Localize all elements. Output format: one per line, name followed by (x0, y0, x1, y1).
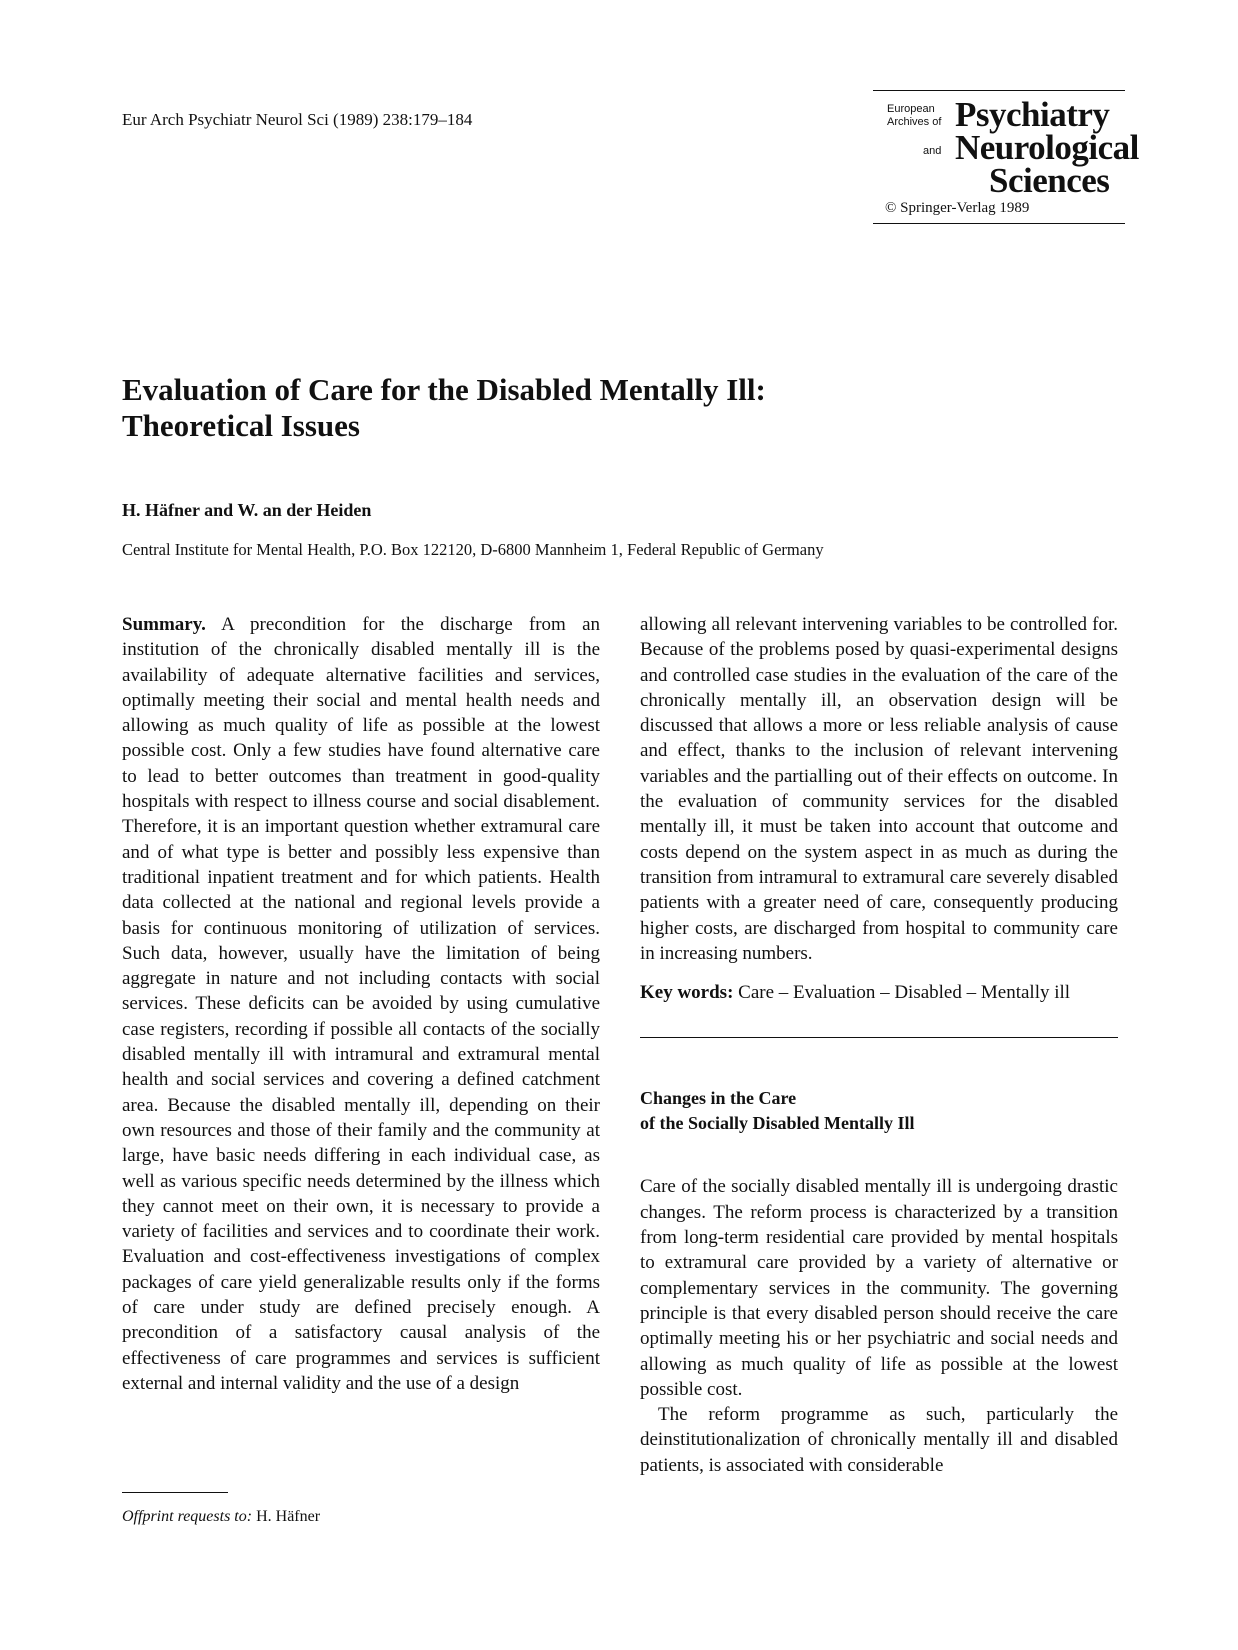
footnote (122, 1508, 320, 1526)
logo-sciences: Sciences (989, 161, 1110, 200)
masthead-top-rule (873, 90, 1125, 91)
left-column (122, 612, 600, 1396)
section-paragraph-1: Care of the socially disabled mentally ill is undergoing drastic changes. The reform process is characterized by a transition from long-term residential care provided by mental hospitals to extramural care provided by a variety of alternative or complementary services in the community. The governing principle is that every disabled person should receive the care optimally meeting his or her psychiatric and social needs and allowing as much quality of life as possible at the lowest possible cost. (640, 1176, 1118, 1400)
logo-neurological: Neurological (955, 128, 1139, 167)
logo-european: European (887, 103, 935, 115)
logo-archives-of: Archives of (887, 116, 942, 128)
footnote-label: Offprint requests to: (122, 1508, 253, 1525)
journal-masthead (873, 90, 1139, 224)
footnote-name: H. Häfner (252, 1508, 321, 1525)
section-divider (640, 1037, 1118, 1038)
right-column (640, 612, 1118, 1478)
section-heading (640, 1086, 1118, 1136)
summary-text: A precondition for the discharge from an institution of the chronically disabled mentally ill is the availability of adequate alternative facilities and services, optimally meeting their social and mental health needs and allowing as much quality of life as possible at the lowest possible cost. Only a few studies have found alternative care to lead to better outcomes than treatment in good-quality hospitals with respect to illness course and social disablement. Therefore, it is an important question whether extramural care and of what type is better and possibly less expensive than traditional inpatient treatment and for which patients. Health data collected at the national and regional levels provide a basis for continuous monitoring of utilization of services. Such data, however, usually have the limitation of being aggregate in nature and not including contacts with social services. These deficits can be avoided by using cumulative case registers, recording if possible all contacts of the socially disabled mentally ill with intramural and extramural mental health and social services and covering a defined catchment area. Because the disabled mentally ill, depending on their own resources and those of their family and the community at large, have basic needs differing in each individual case, as well as various specific needs determined by the illness which they cannot meet on their own, it is necessary to provide a variety of facilities and services and to coordinate their work. Evaluation and cost-effectiveness investigations of complex packages of care yield generalizable results only if the forms of care under study are defined precisely enough. A precondition of a satisfactory causal analysis of the effectiveness of care programmes and services is sufficient external and internal validity and the use of a design (122, 614, 600, 1394)
keywords-label: Key words: (640, 982, 734, 1004)
journal-citation: Eur Arch Psychiatr Neurol Sci (1989) 238:179–184 (122, 110, 473, 129)
masthead-bottom-rule (873, 223, 1125, 224)
summary-paragraph (122, 612, 600, 1396)
author-affiliation: Central Institute for Mental Health, P.O. Box 122120, D-6800 Mannheim 1, Federal Republic of Germany (122, 540, 824, 559)
section-heading-line1: Changes in the Care (640, 1088, 797, 1109)
keywords-text: Care – Evaluation – Disabled – Mentally ill (733, 982, 1071, 1004)
keywords (640, 980, 1118, 1005)
logo-and: and (923, 145, 942, 157)
section-heading-line2: of the Socially Disabled Mentally Ill (640, 1113, 915, 1134)
summary-label: Summary. (122, 614, 206, 635)
section-paragraph-2: The reform programme as such, particularly the deinstitutionalization of chronically mentally ill and disabled patients, is associated with considerable (640, 1404, 1118, 1476)
copyright-line: © Springer-Verlag 1989 (885, 200, 1030, 216)
article-title: Evaluation of Care for the Disabled Mentally Ill: Theoretical Issues (122, 372, 766, 443)
article-authors: H. Häfner and W. an der Heiden (122, 500, 372, 520)
logo-psychiatry: Psychiatry (955, 95, 1110, 134)
summary-continuation: allowing all relevant intervening variables to be controlled for. Because of the problems posed by quasi-experimental designs and controlled case studies in the evaluation of the care of the chronically mentally ill, an observation design will be discussed that allows a more or less reliable analysis of cause and effect, thanks to the inclusion of relevant intervening variables and the partialling out of their effects on outcome. In the evaluation of community services for the disabled mentally ill, it must be taken into account that outcome and costs depend on the system aspect in as much as during the transition from intramural to extramural care severely disabled patients with a greater need of care, consequently producing higher costs, are discharged from hospital to community care in increasing numbers. (640, 614, 1118, 964)
journal-logo (873, 95, 1139, 200)
footnote-rule (122, 1492, 228, 1493)
